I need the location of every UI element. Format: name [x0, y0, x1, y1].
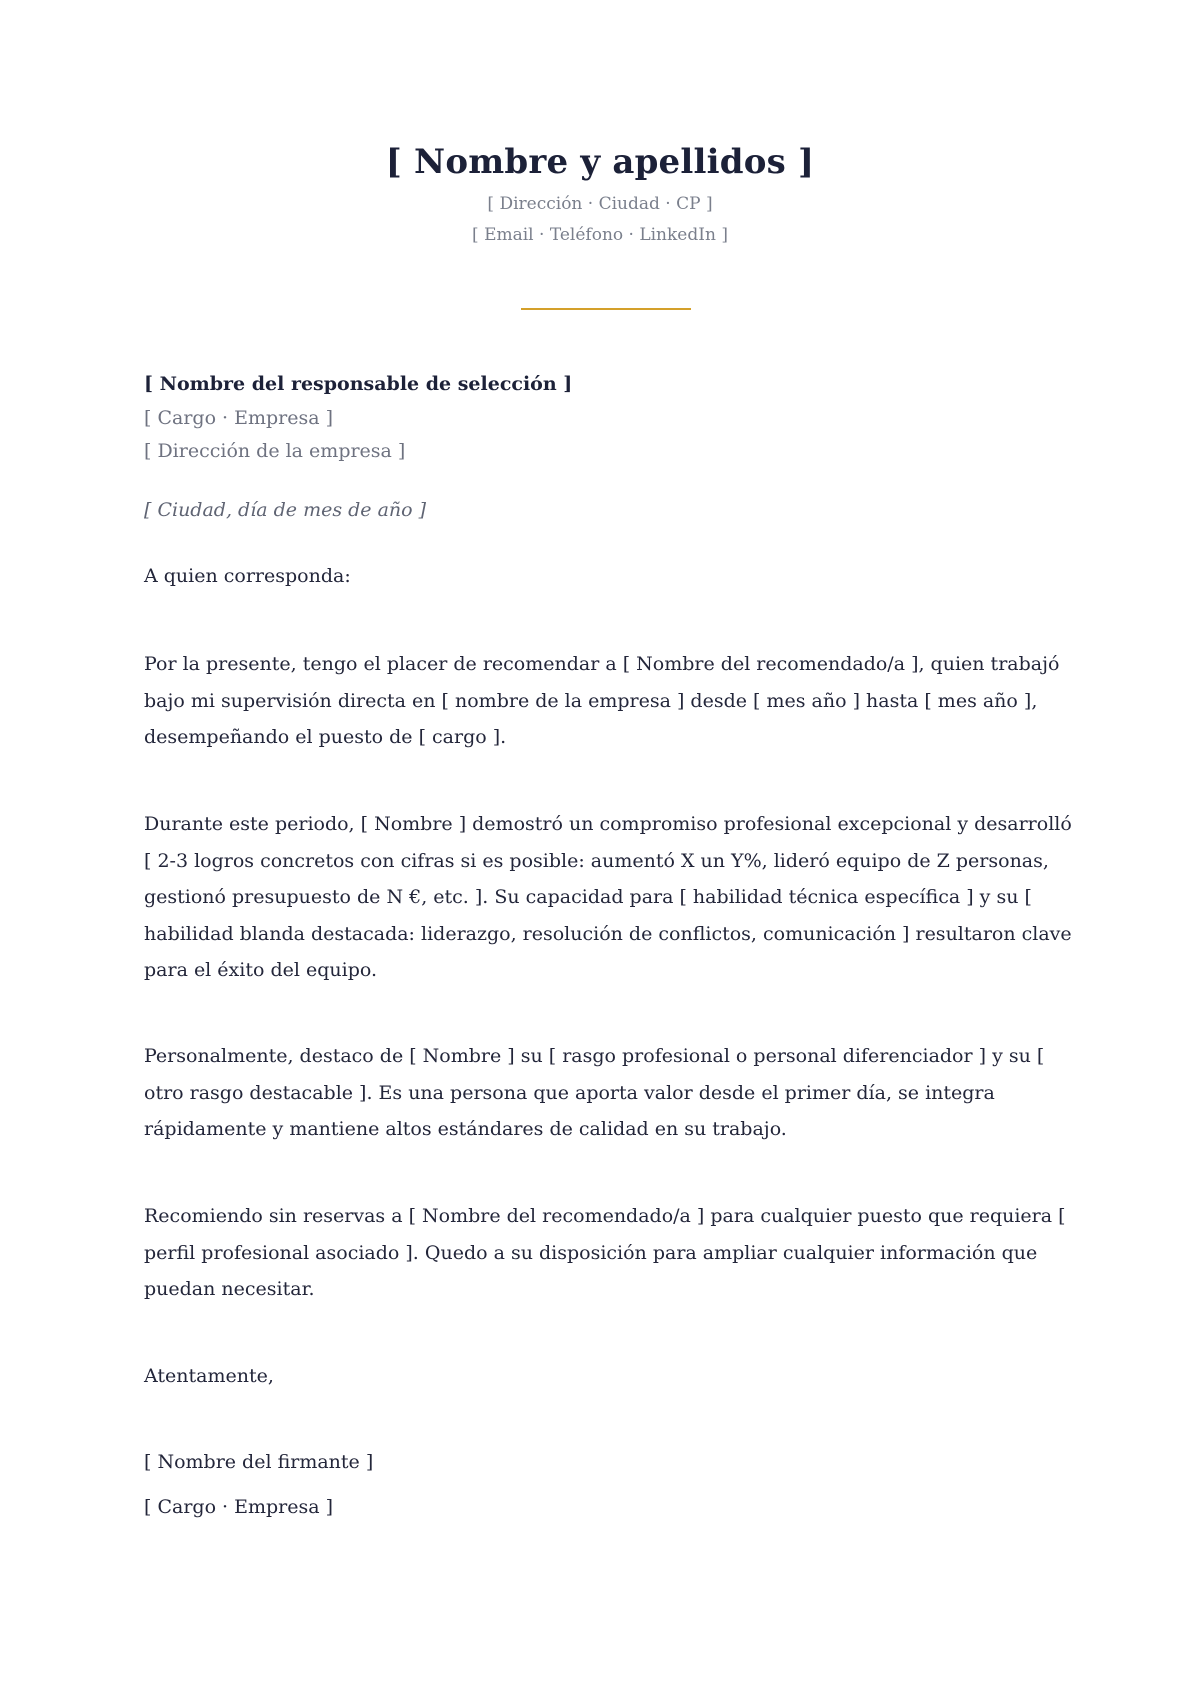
signer-role-company: [ Cargo · Empresa ]	[144, 1496, 334, 1518]
letter-header	[0, 138, 1200, 251]
sender-name: [ Nombre y apellidos ]	[385, 142, 815, 182]
body-paragraph-2: Durante este periodo, [ Nombre ] demostró un compromiso profesional excepcional y desarrolló [ 2-3 logros concretos con cifras si es posible: aumentó X un Y%, lideró equipo de Z personas, gestionó presupuesto de N €, etc. ]. Su capacidad para [ habilidad técnica específica ] y su [ habilidad blanda destacada: liderazgo, resolución de conflictos, comunicación ] resultaron clave para el éxito del equipo.	[144, 813, 1072, 981]
body-paragraph-4: Recomiendo sin reservas a [ Nombre del recomendado/a ] para cualquier puesto que requiera [ perfil profesional asociado ]. Quedo a su disposición para ampliar cualquier información que puedan necesitar.	[144, 1205, 1066, 1300]
recipient-name: [ Nombre del responsable de selección ]	[144, 373, 573, 395]
signer-name: [ Nombre del firmante ]	[144, 1451, 374, 1473]
recipient-role-company: [ Cargo · Empresa ]	[144, 406, 334, 429]
recipient-company-address: [ Dirección de la empresa ]	[144, 440, 406, 462]
body-paragraph-3: Personalmente, destaco de [ Nombre ] su [ rasgo profesional o personal diferenciador ] y su [ otro rasgo destacable ]. Es una persona que aporta valor desde el primer día, se integra rápidamente y mantiene altos estándares de calidad en su trabajo.	[144, 1045, 1045, 1140]
recipient-block	[144, 368, 1084, 469]
body-paragraph-1: Por la presente, tengo el placer de recomendar a [ Nombre del recomendado/a ], quien trabajó bajo mi supervisión directa en [ nombre de la empresa ] desde [ mes año ] hasta [ mes año ], desempeñando el puesto de [ cargo ].	[144, 653, 1060, 748]
sender-address: [ Dirección · Ciudad · CP ]	[487, 194, 713, 214]
header-divider	[521, 308, 691, 310]
salutation: A quien corresponda:	[144, 565, 351, 587]
sender-contact: [ Email · Teléfono · LinkedIn ]	[472, 225, 728, 245]
closing: Atentamente,	[144, 1365, 274, 1387]
letter-date: [ Ciudad, día de mes de año ]	[144, 499, 427, 521]
